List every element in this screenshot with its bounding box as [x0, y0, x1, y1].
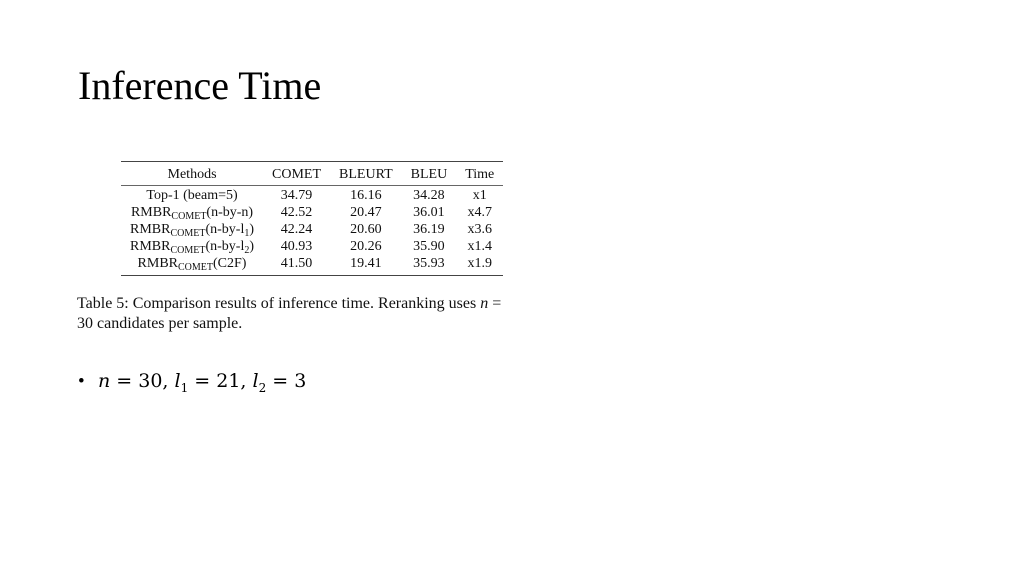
table-header-row [121, 162, 503, 186]
bullet-marker: • [78, 371, 85, 392]
bleurt-cell: 20.60 [350, 222, 382, 237]
method-cell: $RMBR_{COMET}(n-by-l_2)$ [130, 239, 255, 256]
bleu-cell: 35.90 [413, 239, 445, 254]
comet-cell: 42.52 [280, 205, 313, 220]
header-comet: COMET [272, 167, 322, 182]
bleurt-cell: 20.47 [350, 205, 382, 220]
bleu-cell: 36.19 [413, 222, 445, 237]
results-table [121, 161, 503, 276]
table-row [121, 255, 503, 276]
bullet-item [78, 368, 306, 401]
time-cell: x1.9 [467, 256, 492, 271]
bleu-cell: 35.93 [413, 256, 445, 271]
comet-cell: 41.50 [280, 256, 313, 271]
table-caption: Table 5: Comparison results of inference time. Reranking uses n = 30 candidates per sample. [77, 295, 502, 332]
table-row [121, 204, 503, 221]
header-bleurt: BLEURT [339, 167, 393, 182]
time-cell: x1.4 [467, 239, 492, 254]
method-cell: $RMBR_{COMET}(n-by-n)$ [130, 205, 254, 222]
time-cell: x4.7 [467, 205, 492, 220]
bleurt-cell: 16.16 [350, 188, 382, 203]
comet-cell: 42.24 [280, 222, 313, 237]
comet-cell: 40.93 [280, 239, 313, 254]
results-table-wrapper [121, 161, 503, 276]
bleu-cell: 36.01 [413, 205, 445, 220]
header-time: Time [465, 167, 495, 182]
method-cell: $RMBR_{COMET}(n-by-l_1)$ [130, 222, 255, 239]
table-row [121, 186, 503, 205]
time-cell: x1 [472, 188, 487, 203]
bleurt-cell: 19.41 [350, 256, 382, 271]
method-cell: Top-1 (beam=5) [146, 188, 238, 203]
math-expression: n = 30, $l_1 = 21$, $l_2 = 3$ [98, 370, 307, 395]
header-methods: Methods [167, 167, 217, 182]
table-row [121, 238, 503, 255]
bleu-cell: 34.28 [413, 188, 445, 203]
header-bleu: BLEU [410, 167, 448, 182]
table-row [121, 221, 503, 238]
comet-cell: 34.79 [280, 188, 313, 203]
method-cell: $RMBR_{COMET}(C2F)$ [137, 256, 247, 273]
time-cell: x3.6 [467, 222, 492, 237]
bleurt-cell: 20.26 [350, 239, 382, 254]
slide-title: Inference Time [78, 63, 322, 108]
